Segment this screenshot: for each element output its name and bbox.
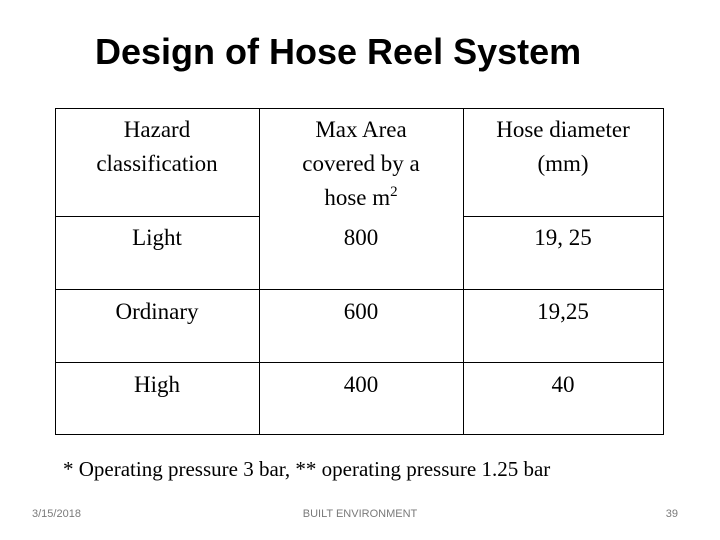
header-text: hose m [324,185,391,210]
slide-title: Design of Hose Reel System [95,31,582,72]
table-divider [55,362,664,363]
table-divider [55,289,664,290]
table-divider [463,216,664,217]
table-divider [663,108,664,435]
table-divider [55,108,664,109]
table-divider [55,434,664,435]
row-ordinary-area: 600 [343,299,379,324]
table-divider [55,216,259,217]
row-ordinary-diameter: 19,25 [537,299,589,324]
slide-number: 39 [665,508,678,520]
header-max-area [259,113,463,215]
header-hose-diameter [463,113,663,181]
row-light-hazard: Light [132,225,182,250]
header-superscript: 2 [390,184,398,200]
row-light-diameter: 19, 25 [534,225,592,250]
row-ordinary-hazard: Ordinary [115,299,199,324]
row-high-hazard: High [134,372,180,397]
row-light-area: 800 [343,225,379,250]
header-line: Max Area [315,117,407,142]
footer-center-text: BUILT ENVIRONMENT [302,508,418,520]
footer-date: 3/15/2018 [32,508,81,520]
header-line: covered by a [302,151,420,176]
row-high-area: 400 [343,372,379,397]
header-line: Hazard [123,117,191,142]
header-line [259,181,463,215]
row-high-diameter: 40 [551,372,575,397]
header-line: Hose diameter [496,117,630,142]
hose-reel-table [55,108,664,435]
header-line: (mm) [537,151,589,176]
header-line: classification [96,151,218,176]
header-hazard-classification [55,113,259,181]
pressure-footnote: * Operating pressure 3 bar, ** operating pressure 1.25 bar [63,457,551,481]
